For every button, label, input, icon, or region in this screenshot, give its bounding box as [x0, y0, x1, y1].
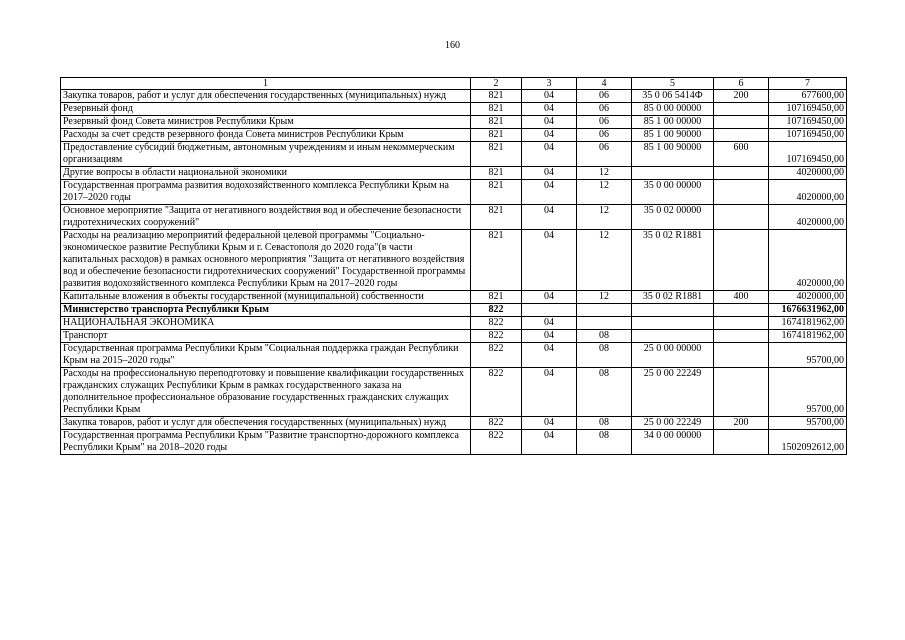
- row-pr-cell: 08: [577, 330, 632, 343]
- row-name-cell: Министерство транспорта Республики Крым: [61, 304, 471, 317]
- row-pr-cell: 12: [577, 230, 632, 291]
- row-rz-cell: 04: [522, 90, 577, 103]
- row-sum-cell: 1676631962,00: [769, 304, 847, 317]
- header-cell: 4: [577, 78, 632, 90]
- row-gr-cell: 821: [471, 116, 522, 129]
- row-pr-cell: [577, 304, 632, 317]
- row-sum-cell: 107169450,00: [769, 129, 847, 142]
- budget-table: [60, 77, 847, 455]
- header-cell: 2: [471, 78, 522, 90]
- row-sum-cell: 4020000,00: [769, 291, 847, 304]
- row-gr-cell: 822: [471, 343, 522, 368]
- row-name-cell: Транспорт: [61, 330, 471, 343]
- row-csr-cell: 25 0 00 00000: [632, 343, 714, 368]
- row-gr-cell: 821: [471, 167, 522, 180]
- table-row: [61, 317, 847, 330]
- row-vr-cell: [714, 129, 769, 142]
- row-csr-cell: [632, 167, 714, 180]
- table-row: [61, 430, 847, 455]
- row-rz-cell: 04: [522, 368, 577, 417]
- row-gr-cell: 821: [471, 180, 522, 205]
- table-row: [61, 417, 847, 430]
- row-sum-cell: 4020000,00: [769, 180, 847, 205]
- row-sum-cell: 107169450,00: [769, 103, 847, 116]
- row-sum-cell: 4020000,00: [769, 167, 847, 180]
- row-sum-cell: 95700,00: [769, 417, 847, 430]
- row-csr-cell: 85 1 00 90000: [632, 129, 714, 142]
- table-row: [61, 129, 847, 142]
- header-cell: 6: [714, 78, 769, 90]
- row-gr-cell: 822: [471, 417, 522, 430]
- row-pr-cell: 06: [577, 129, 632, 142]
- row-vr-cell: [714, 368, 769, 417]
- row-vr-cell: 400: [714, 291, 769, 304]
- row-sum-cell: 4020000,00: [769, 205, 847, 230]
- row-name-cell: Закупка товаров, работ и услуг для обеспечения государственных (муниципальных) нужд: [61, 90, 471, 103]
- row-name-cell: Другие вопросы в области национальной экономики: [61, 167, 471, 180]
- table-row: [61, 90, 847, 103]
- row-rz-cell: 04: [522, 142, 577, 167]
- row-vr-cell: 200: [714, 90, 769, 103]
- table-row: [61, 142, 847, 167]
- row-rz-cell: 04: [522, 230, 577, 291]
- row-csr-cell: 35 0 06 5414Ф: [632, 90, 714, 103]
- row-rz-cell: 04: [522, 167, 577, 180]
- row-vr-cell: [714, 205, 769, 230]
- row-rz-cell: 04: [522, 291, 577, 304]
- row-gr-cell: 821: [471, 103, 522, 116]
- row-vr-cell: [714, 304, 769, 317]
- row-sum-cell: 107169450,00: [769, 116, 847, 129]
- table-row: [61, 368, 847, 417]
- header-cell: 1: [61, 78, 471, 90]
- row-name-cell: НАЦИОНАЛЬНАЯ ЭКОНОМИКА: [61, 317, 471, 330]
- row-csr-cell: 85 0 00 00000: [632, 103, 714, 116]
- row-rz-cell: 04: [522, 317, 577, 330]
- table-row: [61, 330, 847, 343]
- row-vr-cell: [714, 103, 769, 116]
- row-rz-cell: 04: [522, 205, 577, 230]
- row-csr-cell: [632, 330, 714, 343]
- row-name-cell: Государственная программа Республики Крым "Социальная поддержка граждан Республики Крым на 2015–2020 годы": [61, 343, 471, 368]
- row-gr-cell: 822: [471, 304, 522, 317]
- row-pr-cell: 06: [577, 103, 632, 116]
- row-pr-cell: 08: [577, 417, 632, 430]
- table-row: [61, 103, 847, 116]
- row-rz-cell: 04: [522, 430, 577, 455]
- header-cell: 5: [632, 78, 714, 90]
- row-gr-cell: 821: [471, 205, 522, 230]
- row-pr-cell: 12: [577, 291, 632, 304]
- row-vr-cell: [714, 430, 769, 455]
- row-pr-cell: 08: [577, 343, 632, 368]
- row-csr-cell: 35 0 02 R1881: [632, 230, 714, 291]
- row-pr-cell: 08: [577, 430, 632, 455]
- row-rz-cell: 04: [522, 180, 577, 205]
- row-rz-cell: [522, 304, 577, 317]
- row-vr-cell: [714, 116, 769, 129]
- row-rz-cell: 04: [522, 417, 577, 430]
- row-vr-cell: 600: [714, 142, 769, 167]
- row-vr-cell: [714, 330, 769, 343]
- row-sum-cell: 1674181962,00: [769, 317, 847, 330]
- table-row: [61, 116, 847, 129]
- table-row: [61, 304, 847, 317]
- row-gr-cell: 821: [471, 129, 522, 142]
- row-csr-cell: 34 0 00 00000: [632, 430, 714, 455]
- row-csr-cell: 35 0 02 00000: [632, 205, 714, 230]
- page-number: 160: [445, 40, 460, 51]
- row-pr-cell: 06: [577, 116, 632, 129]
- row-sum-cell: 107169450,00: [769, 142, 847, 167]
- table-row: [61, 343, 847, 368]
- row-name-cell: Закупка товаров, работ и услуг для обеспечения государственных (муниципальных) нужд: [61, 417, 471, 430]
- row-csr-cell: [632, 304, 714, 317]
- header-cell: 3: [522, 78, 577, 90]
- row-gr-cell: 822: [471, 317, 522, 330]
- row-pr-cell: 12: [577, 180, 632, 205]
- row-vr-cell: 200: [714, 417, 769, 430]
- row-csr-cell: 25 0 00 22249: [632, 417, 714, 430]
- row-pr-cell: 06: [577, 142, 632, 167]
- row-csr-cell: 35 0 00 00000: [632, 180, 714, 205]
- row-name-cell: Расходы за счет средств резервного фонда Совета министров Республики Крым: [61, 129, 471, 142]
- row-sum-cell: 95700,00: [769, 368, 847, 417]
- row-rz-cell: 04: [522, 103, 577, 116]
- row-pr-cell: 12: [577, 205, 632, 230]
- row-rz-cell: 04: [522, 343, 577, 368]
- header-cell: 7: [769, 78, 847, 90]
- row-vr-cell: [714, 167, 769, 180]
- table-row: [61, 291, 847, 304]
- row-csr-cell: 85 1 00 00000: [632, 116, 714, 129]
- row-name-cell: Капитальные вложения в объекты государственной (муниципальной) собственности: [61, 291, 471, 304]
- row-gr-cell: 822: [471, 330, 522, 343]
- row-pr-cell: 08: [577, 368, 632, 417]
- row-vr-cell: [714, 180, 769, 205]
- table-row: [61, 230, 847, 291]
- row-vr-cell: [714, 343, 769, 368]
- row-sum-cell: 4020000,00: [769, 230, 847, 291]
- row-name-cell: Основное мероприятие "Защита от негативного воздействия вод и обеспечение безопасности гидротехнических сооружений": [61, 205, 471, 230]
- row-csr-cell: 25 0 00 22249: [632, 368, 714, 417]
- row-rz-cell: 04: [522, 330, 577, 343]
- row-name-cell: Расходы на реализацию мероприятий федеральной целевой программы "Социально-экономическое развитие Республики Крым и г. Севастополя до 2020 года"(в части капитальных расходов) в рамках основного мероприятия "Защита от негативного воздействия вод и обеспечение безопасности гидротехнических сооружений" Государственной программы развития водохозяйственного комплекса Республики Крым на 2017–2020 годы: [61, 230, 471, 291]
- row-gr-cell: 821: [471, 230, 522, 291]
- row-name-cell: Резервный фонд Совета министров Республики Крым: [61, 116, 471, 129]
- row-csr-cell: 35 0 02 R1881: [632, 291, 714, 304]
- row-name-cell: Предоставление субсидий бюджетным, автономным учреждениям и иным некоммерческим организациям: [61, 142, 471, 167]
- row-sum-cell: 95700,00: [769, 343, 847, 368]
- row-vr-cell: [714, 317, 769, 330]
- table-row: [61, 180, 847, 205]
- header-row: [61, 78, 847, 90]
- row-name-cell: Государственная программа Республики Крым "Развитие транспортно-дорожного комплекса Республики Крым" на 2018–2020 годы: [61, 430, 471, 455]
- row-rz-cell: 04: [522, 129, 577, 142]
- row-name-cell: Государственная программа развития водохозяйственного комплекса Республики Крым на 2017–2020 годы: [61, 180, 471, 205]
- row-csr-cell: 85 1 00 90000: [632, 142, 714, 167]
- row-pr-cell: 06: [577, 90, 632, 103]
- table-row: [61, 167, 847, 180]
- row-gr-cell: 821: [471, 291, 522, 304]
- row-gr-cell: 821: [471, 90, 522, 103]
- row-name-cell: Резервный фонд: [61, 103, 471, 116]
- row-sum-cell: 677600,00: [769, 90, 847, 103]
- row-gr-cell: 822: [471, 368, 522, 417]
- row-sum-cell: 1502092612,00: [769, 430, 847, 455]
- row-gr-cell: 822: [471, 430, 522, 455]
- row-vr-cell: [714, 230, 769, 291]
- table-row: [61, 205, 847, 230]
- row-csr-cell: [632, 317, 714, 330]
- row-pr-cell: 12: [577, 167, 632, 180]
- row-pr-cell: [577, 317, 632, 330]
- row-sum-cell: 1674181962,00: [769, 330, 847, 343]
- table-body: [61, 90, 847, 455]
- row-gr-cell: 821: [471, 142, 522, 167]
- row-rz-cell: 04: [522, 116, 577, 129]
- row-name-cell: Расходы на профессиональную переподготовку и повышение квалификации государственных гражданских служащих Республики Крым в рамках государственного заказа на дополнительное профессиональное образование государственных гражданских служащих Республики Крым: [61, 368, 471, 417]
